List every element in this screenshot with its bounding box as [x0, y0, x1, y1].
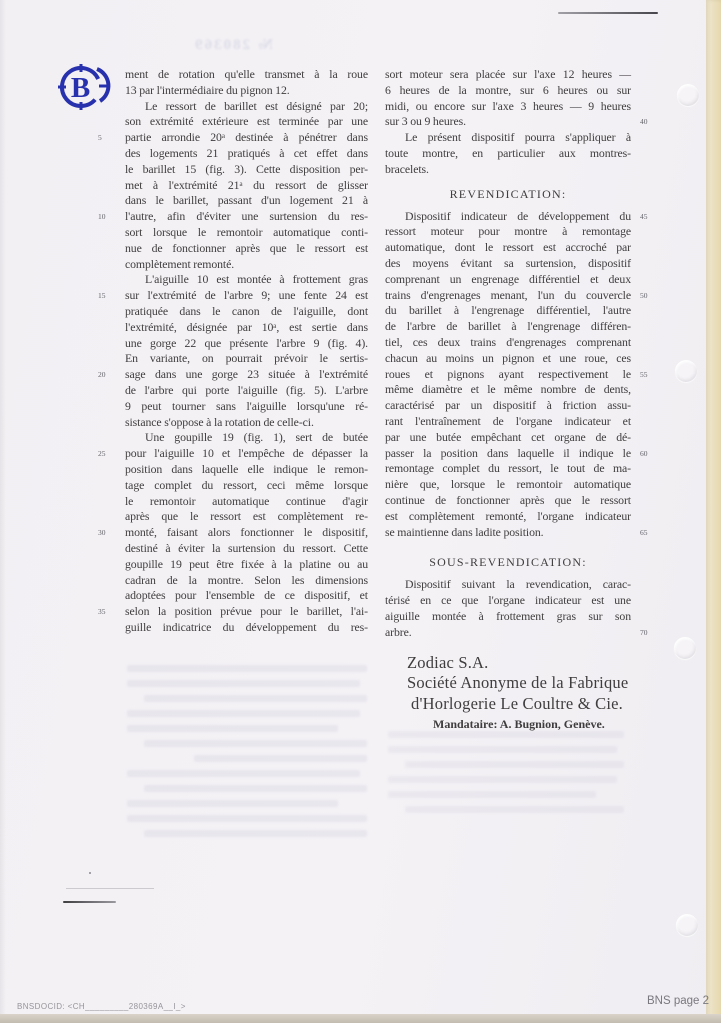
text-line: 30 monté, faisant alors fonctionner le dispositif, [98, 525, 368, 540]
text-line: ressort moteur pour montre à remontage [385, 224, 631, 239]
text-line: après que le ressort est complètement re- [125, 509, 368, 524]
text-line: chacun au moins un pignon et une roue, ces [385, 350, 631, 365]
text-line: nière que, lorsque le remontoir automatique [385, 477, 631, 492]
text-line: du barillet à l'engrenage différentiel, l'autre [385, 303, 631, 318]
text-line: 15 sur l'extrémité de l'arbre 9; une fente 24 est [98, 288, 368, 303]
text-line: 55 roues et pignons ayant respectivement le [385, 367, 631, 383]
text-line: dans le barillet, passant d'un logement 21 à [125, 193, 368, 208]
margin-line-number: 5 [98, 133, 102, 143]
punch-hole [676, 914, 698, 936]
text-line: son extrémité extérieure est terminée par une [125, 114, 368, 129]
text-line: cadran de la montre. Selon les dimensions [125, 572, 368, 587]
paper-edge-right [706, 0, 721, 1023]
text-line: rant l'entraînement de l'organe indicateur et [385, 413, 631, 428]
text-line: nue de fonctionner après que le ressort est [125, 240, 368, 255]
footer-docid: BNSDOCID: <CH_________280369A__I_> [17, 1002, 186, 1011]
text-line: 40 sur 3 ou 9 heures. [385, 114, 631, 130]
text-line: comprenant un engrenage différentiel et deux [385, 271, 631, 286]
text-line: 9 peut tourner sans l'aiguille lorsqu'une ré- [125, 398, 368, 413]
text-line: sistance s'oppose à la rotation de celle-ci. [125, 414, 314, 429]
dust-speck [89, 872, 91, 874]
text-line: 35 selon la position prévue pour le barillet, l'ai- [98, 604, 368, 619]
text-line: même diamètre et le même nombre de dents, [385, 382, 631, 397]
text-line: 60 passer la position dans laquelle il indique le [385, 446, 631, 462]
text-line: 5 partie arrondie 20ᵃ destinée à pénétrer dans [98, 130, 368, 145]
text-line: bracelets. [385, 161, 429, 176]
text-line: est complètement remonté, l'organe indicateur [385, 508, 631, 523]
text-line: aiguille montée à frottement gras sur son [385, 608, 631, 623]
text-line: Une goupille 19 (fig. 1), sert de butée [145, 430, 368, 445]
text-line: tiel, ces deux trains d'engrenages comprenant [385, 334, 631, 349]
ghost-number-stamp: № 280369 [193, 37, 273, 53]
text-line: de l'arbre de barillet à l'engrenage différen- [385, 319, 631, 334]
text-line: 45 Dispositif indicateur de développement du [385, 209, 631, 225]
text-line: met à l'extrémité 21ᵃ du ressort de glisser [125, 177, 368, 192]
margin-line-number: 15 [98, 291, 106, 301]
applicant-company-line2: d'Horlogerie Le Coultre & Cie. [411, 694, 623, 714]
text-line: sort moteur sera placée sur l'axe 12 heures — [385, 67, 631, 81]
text-line: automatique, dont le ressort est accroché par [385, 240, 631, 255]
text-line: par une butée empêchant cet organe de dé- [385, 429, 631, 444]
text-line: L'aiguille 10 est montée à frottement gras [145, 272, 368, 287]
text-line: continue de fonctionner après que le ressort [385, 492, 631, 507]
text-line: ment de rotation qu'elle transmet à la roue [125, 67, 368, 81]
show-through-text [127, 657, 367, 845]
margin-line-number: 30 [98, 528, 106, 538]
margin-line-number: 35 [98, 607, 106, 617]
text-line: 6 heures de la montre, sur 6 heures ou sur [385, 82, 631, 97]
right-column [385, 67, 648, 732]
scan-artifact-line [558, 12, 658, 14]
margin-line-number: 25 [98, 449, 106, 459]
text-line: l'extrémité, désignée par 10ᵃ, est sertie dans [125, 319, 368, 334]
text-line: des logements 21 pratiqués à cet effet dans [125, 145, 368, 160]
text-line: complètement remonté. [125, 256, 235, 271]
text-line: le barillet 15 (fig. 3). Cette disposition per- [125, 161, 368, 176]
applicant-name: Zodiac S.A. [407, 652, 489, 672]
footer-page-label: BNS page 2 [647, 995, 710, 1007]
text-line: Dispositif suivant la revendication, carac- [405, 577, 631, 592]
section-heading: SOUS-REVENDICATION: [429, 555, 587, 570]
text-line: 20 sage dans une gorge 23 située à l'extrémité [98, 367, 368, 382]
text-line: midi, ou encore sur l'axe 3 heures — 9 heures [385, 98, 631, 113]
margin-line-number: 10 [98, 212, 106, 222]
library-b-stamp-icon [56, 56, 114, 118]
text-line: térisé en ce que l'organe indicateur est une [385, 593, 631, 608]
text-line: 13 par l'intermédiaire du pignon 12. [125, 82, 290, 97]
text-line: En variante, on pourrait prévoir le sertis- [125, 351, 368, 366]
text-line: 50 trains d'engrenages menant, l'un du couvercle [385, 288, 631, 304]
signature-block [385, 653, 631, 732]
left-column [98, 67, 368, 636]
paper-edge-left [0, 0, 6, 1023]
text-line: Le ressort de barillet est désigné par 20; [145, 98, 368, 113]
text-line: le remontoir automatique continue d'agir [125, 493, 368, 508]
text-line: destiné à éviter la surtension du ressort. Cette [125, 540, 368, 555]
text-line: toute montre, en particulier aux montres- [385, 145, 631, 160]
text-line: adoptées pour l'ensemble de ce dispositif, et [125, 588, 368, 603]
margin-line-number: 60 [640, 448, 648, 458]
margin-line-number: 65 [640, 527, 648, 537]
text-line: 10 l'autre, afin d'éviter une surtension du res- [98, 209, 368, 224]
text-line: 65 se maintienne dans ladite position. [385, 525, 631, 541]
punch-hole [677, 84, 699, 106]
stamp-letter: B [70, 72, 91, 104]
text-line: tage complet du ressort, ceci même lorsque [125, 477, 368, 492]
text-line: pratiquée dans le canon de l'aiguille, dont [125, 303, 368, 318]
paper-edge-bottom [0, 1014, 721, 1023]
punch-hole [674, 637, 696, 659]
text-line: une gorge 22 que présente l'arbre 9 (fig. 4). [125, 335, 368, 350]
margin-line-number: 40 [640, 117, 648, 127]
section-heading: REVENDICATION: [449, 186, 567, 201]
margin-line-number: 50 [640, 290, 648, 300]
text-line: goupille 19 peut être fixée à la platine ou au [125, 556, 368, 571]
text-line: Le présent dispositif pourra s'appliquer à [405, 130, 631, 145]
text-line: des moyens évitant sa surtension, dispositif [385, 255, 631, 270]
text-line: de l'arbre qui porte l'aiguille (fig. 5). L'arbre [125, 382, 368, 397]
ink-streak-faint [66, 888, 154, 889]
show-through-text [388, 723, 624, 821]
text-line: 70 arbre. [385, 625, 631, 641]
text-line: position dans laquelle elle indique le remon- [125, 461, 368, 476]
ink-streak [63, 901, 116, 903]
margin-line-number: 20 [98, 370, 106, 380]
text-line: 25 pour l'aiguille 10 et l'empêche de dépasser la [98, 446, 368, 461]
text-line: remontage complet du ressort, le tout de ma- [385, 461, 631, 476]
margin-line-number: 45 [640, 211, 648, 221]
margin-line-number: 55 [640, 369, 648, 379]
margin-line-number: 70 [640, 627, 648, 637]
text-line: guille indicatrice du développement du res- [125, 619, 368, 634]
right-column-text [385, 67, 648, 641]
text-line: caractérisé par un dispositif à friction assu- [385, 398, 631, 413]
text-line: sort lorsque le remontoir automatique conti- [125, 224, 368, 239]
punch-hole [675, 360, 697, 382]
applicant-company-line1: Société Anonyme de la Fabrique [407, 673, 629, 693]
agent-line: Mandataire: A. Bugnion, Genève. [433, 716, 605, 731]
